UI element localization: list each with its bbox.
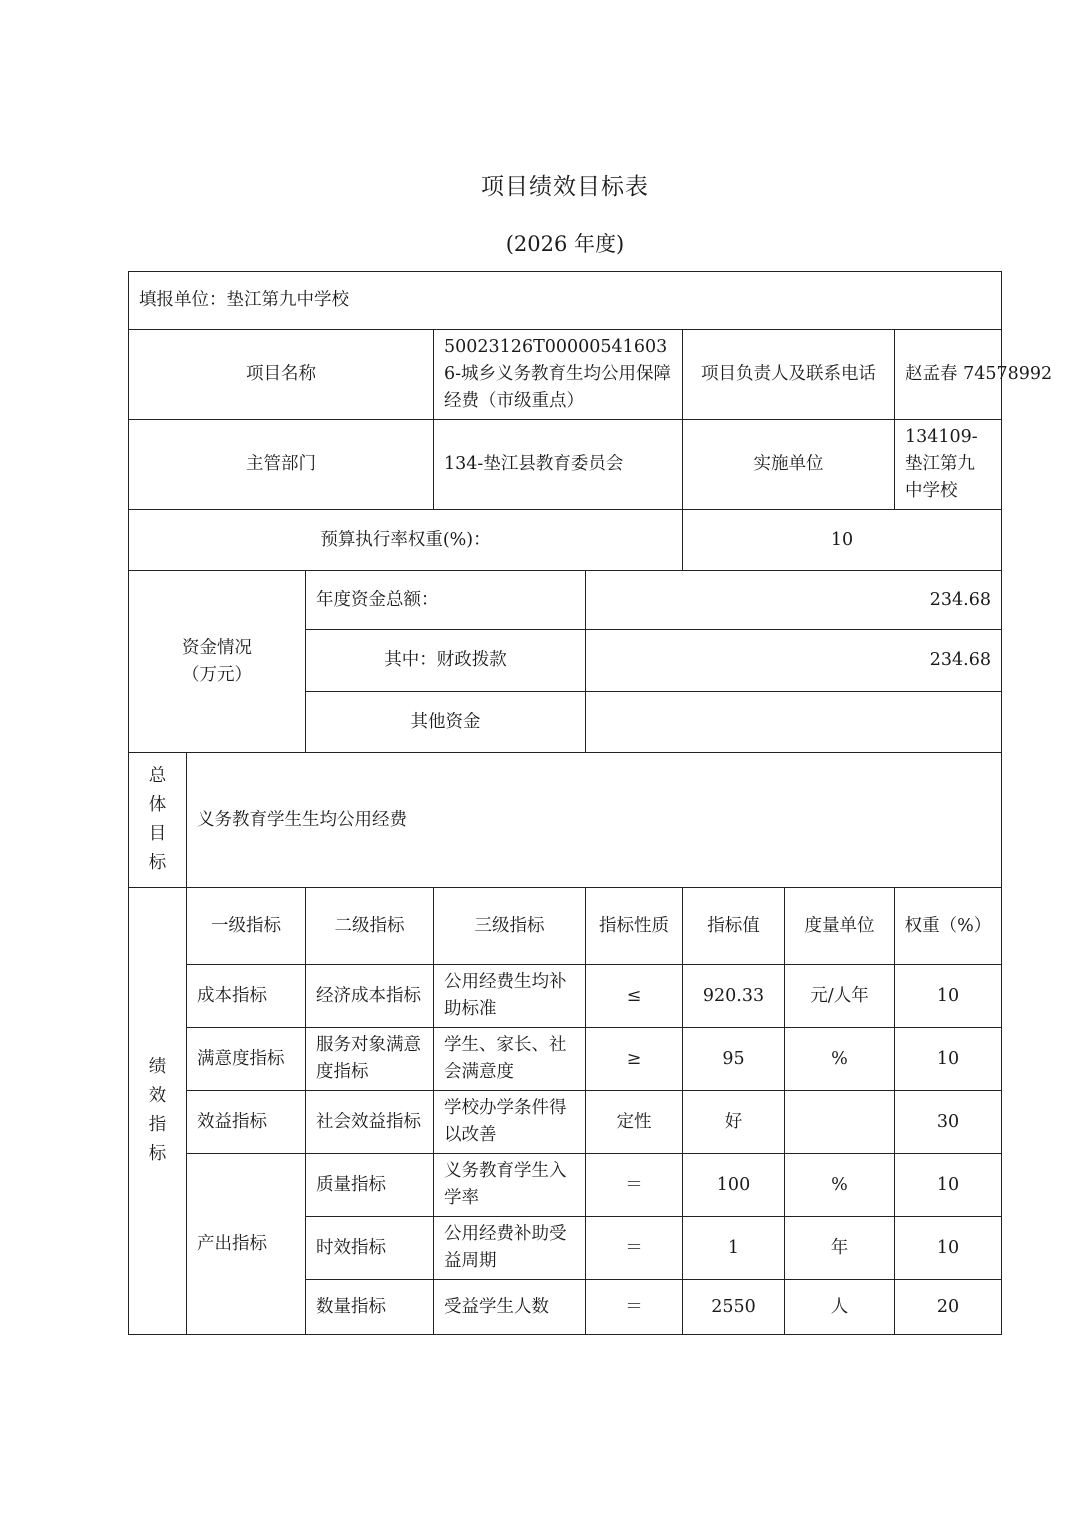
page-subtitle-year: (2026 年度) xyxy=(505,232,625,256)
indicator-weight: 10 xyxy=(895,965,1002,1028)
performance-indicators-label: 绩效指标 xyxy=(129,888,187,1335)
funds-other-label: 其他资金 xyxy=(306,692,586,753)
funds-other-value xyxy=(586,692,1002,753)
performance-goal-table xyxy=(128,271,1053,1335)
funds-total-label: 年度资金总额： xyxy=(306,571,586,630)
supervising-dept-label: 主管部门 xyxy=(129,420,434,510)
indicator-nature: ＝ xyxy=(586,1217,683,1280)
implementing-unit-label: 实施单位 xyxy=(683,420,895,510)
indicator-weight: 10 xyxy=(895,1028,1002,1091)
indicator-weight: 30 xyxy=(895,1091,1002,1154)
indicator-weight: 10 xyxy=(895,1154,1002,1217)
indicator-level3: 学生、家长、社会满意度 xyxy=(434,1028,586,1091)
indicator-level3: 受益学生人数 xyxy=(434,1280,586,1335)
funds-total-value: 234.68 xyxy=(586,571,1002,630)
indicator-header-row xyxy=(129,888,1002,965)
reporting-unit-label: 填报单位： xyxy=(139,290,227,310)
indicator-unit: 人 xyxy=(785,1280,895,1335)
header-value: 指标值 xyxy=(683,888,785,965)
indicator-value: 好 xyxy=(683,1091,785,1154)
overall-goal-row xyxy=(129,753,1002,888)
indicator-unit: 年 xyxy=(785,1217,895,1280)
header-level3: 三级指标 xyxy=(434,888,586,965)
funds-fiscal-value: 234.68 xyxy=(586,630,1002,692)
overall-goal-value: 义务教育学生生均公用经费 xyxy=(187,753,1002,888)
indicator-unit: % xyxy=(785,1028,895,1091)
department-row xyxy=(129,420,1002,510)
indicator-level1: 效益指标 xyxy=(187,1091,306,1154)
indicator-nature: ＝ xyxy=(586,1154,683,1217)
implementing-unit-value: 134109-垫江第九中学校 xyxy=(895,420,1002,510)
budget-weight-row xyxy=(129,510,1002,571)
table-row xyxy=(129,1028,1002,1091)
header-level2: 二级指标 xyxy=(306,888,434,965)
indicator-level2: 服务对象满意度指标 xyxy=(306,1028,434,1091)
funds-label: 资金情况（万元） xyxy=(129,571,306,753)
budget-weight-value: 10 xyxy=(683,510,1002,571)
indicator-level3: 学校办学条件得以改善 xyxy=(434,1091,586,1154)
reporting-unit-cell xyxy=(129,272,1002,330)
supervising-dept-value: 134-垫江县教育委员会 xyxy=(434,420,683,510)
project-contact-value: 赵孟春 74578992 xyxy=(895,330,1002,420)
project-contact-label: 项目负责人及联系电话 xyxy=(683,330,895,420)
indicator-value: 1 xyxy=(683,1217,785,1280)
page-title: 项目绩效目标表 xyxy=(481,174,649,200)
reporting-unit-row xyxy=(129,272,1002,330)
indicator-value: 100 xyxy=(683,1154,785,1217)
indicator-unit xyxy=(785,1091,895,1154)
header-weight: 权重（%） xyxy=(895,888,1002,965)
indicator-value: 95 xyxy=(683,1028,785,1091)
indicator-level2: 数量指标 xyxy=(306,1280,434,1335)
table-row xyxy=(129,1091,1002,1154)
indicator-nature: ≤ xyxy=(586,965,683,1028)
indicator-level1: 成本指标 xyxy=(187,965,306,1028)
indicator-level3: 公用经费补助受益周期 xyxy=(434,1217,586,1280)
indicator-unit: 元/人年 xyxy=(785,965,895,1028)
project-name-value: 50023126T000005416036-城乡义务教育生均公用保障经费（市级重点） xyxy=(434,330,683,420)
indicator-nature: 定性 xyxy=(586,1091,683,1154)
table-row xyxy=(129,1154,1002,1217)
header-unit: 度量单位 xyxy=(785,888,895,965)
indicator-value: 920.33 xyxy=(683,965,785,1028)
header-nature: 指标性质 xyxy=(586,888,683,965)
funds-fiscal-label: 其中：财政拨款 xyxy=(306,630,586,692)
indicator-nature: ＝ xyxy=(586,1280,683,1335)
project-name-label: 项目名称 xyxy=(129,330,434,420)
header-level1: 一级指标 xyxy=(187,888,306,965)
indicator-unit: % xyxy=(785,1154,895,1217)
indicator-nature: ≥ xyxy=(586,1028,683,1091)
indicator-level2: 社会效益指标 xyxy=(306,1091,434,1154)
indicator-level2: 时效指标 xyxy=(306,1217,434,1280)
indicator-weight: 20 xyxy=(895,1280,1002,1335)
indicator-level3: 公用经费生均补助标准 xyxy=(434,965,586,1028)
funds-total-row xyxy=(129,571,1002,630)
overall-goal-label: 总体目标 xyxy=(129,753,187,888)
table-row xyxy=(129,965,1002,1028)
indicator-level3: 义务教育学生入学率 xyxy=(434,1154,586,1217)
indicator-level1: 满意度指标 xyxy=(187,1028,306,1091)
indicator-level2: 经济成本指标 xyxy=(306,965,434,1028)
reporting-unit-value: 垫江第九中学校 xyxy=(226,290,349,310)
project-name-row xyxy=(129,330,1002,420)
indicator-level1: 产出指标 xyxy=(187,1154,306,1335)
indicator-level2: 质量指标 xyxy=(306,1154,434,1217)
budget-weight-label: 预算执行率权重(%)： xyxy=(129,510,683,571)
indicator-value: 2550 xyxy=(683,1280,785,1335)
indicator-weight: 10 xyxy=(895,1217,1002,1280)
